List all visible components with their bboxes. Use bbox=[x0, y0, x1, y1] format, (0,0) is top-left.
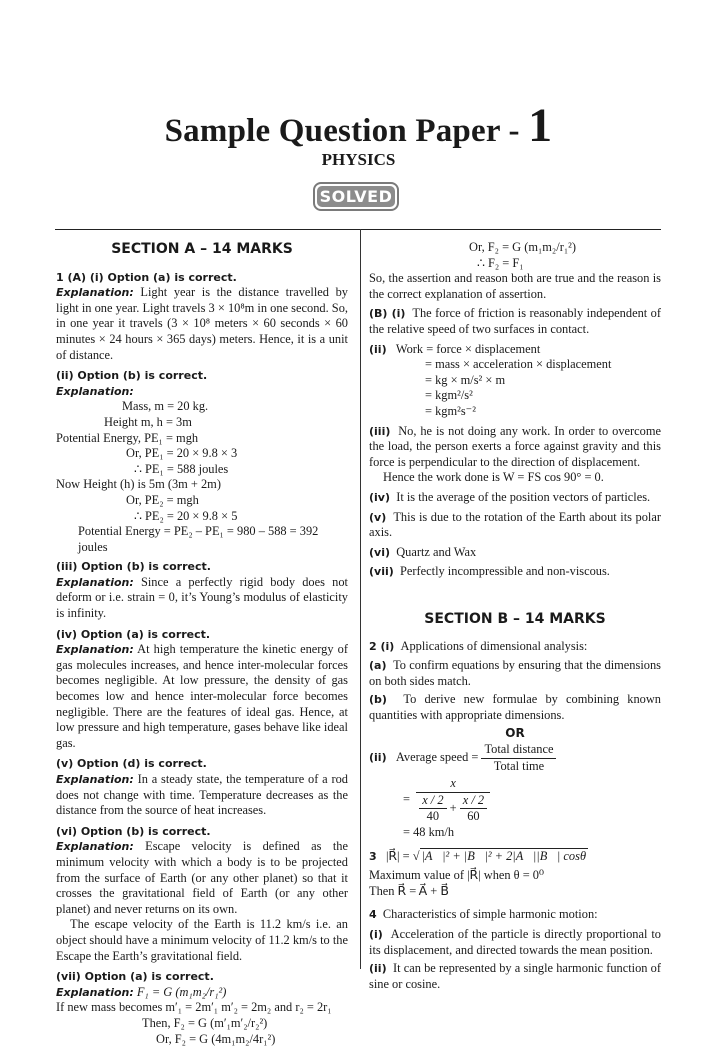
page-title bbox=[0, 98, 717, 153]
right-column bbox=[369, 240, 661, 992]
q1-B-iii bbox=[369, 424, 661, 471]
fraction-numerator: Total distance bbox=[481, 742, 556, 759]
term-1-den: 40 bbox=[419, 809, 446, 825]
q4 bbox=[369, 907, 661, 923]
q4-ii-label: (ii) bbox=[369, 962, 387, 975]
solved-badge-label: SOLVED bbox=[317, 186, 395, 207]
q2-b bbox=[369, 692, 661, 723]
q1-B-iv bbox=[369, 490, 661, 506]
working-line: Now Height (h) is 5m (3m + 2m) bbox=[56, 477, 348, 493]
q1-iii-heading: (iii) Option (b) is correct. bbox=[56, 559, 348, 575]
q4-ii-text: It can be represented by a single harmonic function of sine or cosine. bbox=[369, 961, 661, 991]
q2-a bbox=[369, 658, 661, 689]
column-divider bbox=[360, 229, 361, 969]
q1-vii-eq5: Or, F₂ = G (m₁m₂/r₁²) bbox=[369, 240, 661, 256]
q1-iii-text: Since a perfectly rigid body does not deform or i.e. strain = 0, it’s Young’s modulus of elasticity is infinity. bbox=[56, 575, 348, 620]
q4-text: Characteristics of simple harmonic motion: bbox=[383, 907, 598, 921]
left-column bbox=[56, 240, 348, 1047]
q1-vi-text: Escape velocity is defined as the minimum velocity with which a body is to be projected from the surface of Earth (or any other planet) so that it crosses the gravitational field of Earth (or any other planet) and never returns on its own. bbox=[56, 839, 348, 915]
q1-B-iv-label: (iv) bbox=[369, 491, 390, 504]
assertion-text: So, the assertion and reason both are true and the reason is the correct explanation of assertion. bbox=[369, 271, 661, 302]
term-1-num: x / 2 bbox=[419, 793, 446, 810]
header-rule bbox=[55, 229, 661, 230]
q1-vi-heading: (vi) Option (b) is correct. bbox=[56, 824, 348, 840]
working-line: Height m, h = 3m bbox=[56, 415, 348, 431]
q1-vii-eq4: Or, F₂ = G (4m₁m₂/4r₁²) bbox=[56, 1032, 348, 1047]
q1-vii-answer bbox=[56, 985, 348, 1001]
q4-label: 4 bbox=[369, 908, 377, 921]
q1-B-iii-text-2: Hence the work done is W = FS cos 90° = 0. bbox=[369, 470, 661, 486]
section-b-heading: SECTION B – 14 MARKS bbox=[369, 612, 661, 628]
q1-vii-line2: If new mass becomes m′₁ = 2m′₁ m′₂ = 2m₂ and r₂ = 2r₁ bbox=[56, 1000, 348, 1016]
q1-B-v-label: (v) bbox=[369, 511, 386, 524]
term-1 bbox=[419, 793, 446, 825]
q1-ii-heading: (ii) Option (b) is correct. bbox=[56, 368, 348, 384]
q1-vii-heading: (vii) Option (a) is correct. bbox=[56, 969, 348, 985]
explanation-label: Explanation: bbox=[56, 986, 134, 999]
q2-a-text: To confirm equations by ensuring that the dimensions on both sides match. bbox=[369, 658, 661, 688]
q1-B-i-label: (B) (i) bbox=[369, 307, 405, 320]
q1-B-vii bbox=[369, 564, 661, 580]
work-line: = kgm²s⁻² bbox=[369, 404, 661, 420]
or-separator: OR bbox=[369, 726, 661, 742]
q1-B-iii-label: (iii) bbox=[369, 425, 390, 438]
working-line: ∴ PE₁ = 588 joules bbox=[56, 462, 348, 478]
q1-B-i bbox=[369, 306, 661, 337]
q1-B-v bbox=[369, 510, 661, 541]
working-line: ∴ PE₂ = 20 × 9.8 × 5 bbox=[56, 509, 348, 525]
q1-B-iii-text: No, he is not doing any work. In order to overcome the load, the person exerts a force against gravity and this force is perpendicular to the direction of displacement. bbox=[369, 424, 661, 469]
q2-i-label: 2 (i) bbox=[369, 640, 394, 653]
speed-numerator: x bbox=[416, 776, 490, 793]
q3-lhs: |R⃗| = bbox=[386, 849, 410, 863]
q1-i-heading: 1 (A) (i) Option (a) is correct. bbox=[56, 270, 348, 286]
working-line: Potential Energy = PE₂ – PE₁ = 980 – 588 = 392 joules bbox=[56, 524, 348, 555]
q1-B-vi-label: (vi) bbox=[369, 546, 390, 559]
q1-iv-heading: (iv) Option (a) is correct. bbox=[56, 627, 348, 643]
q2-a-label: (a) bbox=[369, 659, 386, 672]
q1-i-text: Light year is the distance travelled by light in one year. Light travels 3 × 10⁸m in one second. So, in one year it travels (3 × 10⁸ meters × 60 seconds × 60 minutes × 24 hours × 365 days) meters. Hence, it is a unit of distance. bbox=[56, 285, 348, 361]
q1-v-answer bbox=[56, 772, 348, 819]
avg-speed-fraction bbox=[481, 742, 556, 774]
plus-sign: + bbox=[450, 801, 457, 815]
fraction-denominator: Total time bbox=[481, 759, 556, 775]
q1-B-ii bbox=[369, 342, 661, 420]
speed-fraction bbox=[416, 776, 490, 825]
work-line: = kgm²/s² bbox=[369, 388, 661, 404]
work-line: = mass × acceleration × displacement bbox=[369, 357, 661, 373]
working-line: Mass, m = 20 kg. bbox=[56, 399, 348, 415]
q1-B-vii-label: (vii) bbox=[369, 565, 394, 578]
speed-calc bbox=[369, 776, 661, 825]
explanation-label: Explanation: bbox=[56, 840, 134, 853]
working-line: Or, PE₂ = mgh bbox=[56, 493, 348, 509]
q1-ii-working bbox=[56, 399, 348, 555]
q1-B-vii-text: Perfectly incompressible and non-viscous. bbox=[400, 564, 610, 578]
working-line: Potential Energy, PE₁ = mgh bbox=[56, 431, 348, 447]
subject-heading: PHYSICS bbox=[0, 150, 717, 170]
q1-v-heading: (v) Option (d) is correct. bbox=[56, 756, 348, 772]
q3-rhs: |A⃗|² + |B⃗|² + 2|A⃗||B⃗| cosθ bbox=[420, 848, 589, 863]
explanation-label: Explanation: bbox=[56, 643, 134, 656]
q4-ii bbox=[369, 961, 661, 992]
q1-B-i-text: The force of friction is reasonably independent of the relative speed of two surfaces in contact. bbox=[369, 306, 661, 336]
q4-i-label: (i) bbox=[369, 928, 383, 941]
q3-then-text: Then R⃗ = A⃗ + B⃗ bbox=[369, 884, 661, 900]
q4-i-text: Acceleration of the particle is directly proportional to its displacement, and directed towards the mean position. bbox=[369, 927, 661, 957]
q1-iv-text: At high temperature the kinetic energy of gas molecules increases, and hence inter-molecular forces becomes negligible. At low pressure, the density of gas becomes low and hence inter-molecular force becomes negligible. There are the features of ideal gas. Hence, at low pressure and high temperature, gases behave like ideal gas. bbox=[56, 642, 348, 750]
q1-vii-eq3: Then, F₂ = G (m′₁m′₂/r₂²) bbox=[56, 1016, 348, 1032]
q1-vi-answer bbox=[56, 839, 348, 917]
q2-b-label: (b) bbox=[369, 693, 387, 706]
avg-speed-label: Average speed = bbox=[396, 750, 478, 764]
title-text: Sample Question Paper - bbox=[165, 113, 529, 149]
explanation-label: Explanation: bbox=[56, 286, 134, 299]
q2-i-text: Applications of dimensional analysis: bbox=[401, 639, 588, 653]
speed-denominator bbox=[416, 793, 490, 825]
explanation-label: Explanation: bbox=[56, 576, 134, 589]
term-2-num: x / 2 bbox=[460, 793, 487, 810]
q1-v-text: In a steady state, the temperature of a rod does not change with time. Temperature decreases as the distance from the source of heat increases. bbox=[56, 772, 348, 817]
explanation-label: Explanation: bbox=[56, 384, 348, 400]
speed-result: = 48 km/h bbox=[369, 825, 661, 841]
q1-B-vi-text: Quartz and Wax bbox=[396, 545, 476, 559]
q1-B-iv-text: It is the average of the position vectors of particles. bbox=[396, 490, 650, 504]
solved-badge bbox=[313, 182, 399, 211]
q3-max-text: Maximum value of |R⃗| when θ = 0⁰ bbox=[369, 868, 661, 884]
term-2 bbox=[460, 793, 487, 825]
explanation-label: Explanation: bbox=[56, 773, 134, 786]
work-line: Work = force × displacement bbox=[396, 342, 540, 356]
work-line: = kg × m/s² × m bbox=[369, 373, 661, 389]
q2-ii bbox=[369, 742, 661, 841]
q1-iv-answer bbox=[56, 642, 348, 751]
q3-label: 3 bbox=[369, 850, 377, 863]
q3-equation: 3 |R⃗| = √ |A⃗|² + |B⃗|² + 2|A⃗||B⃗| cosθ bbox=[369, 849, 661, 865]
q2-ii-label: (ii) bbox=[369, 751, 387, 764]
q1-B-v-text: This is due to the rotation of the Earth about its polar axis. bbox=[369, 510, 661, 540]
q1-vii-eq1: F₁ = G (m₁m₂/r₁²) bbox=[137, 985, 227, 999]
q1-B-ii-label: (ii) bbox=[369, 343, 387, 356]
q1-vi-text-2: The escape velocity of the Earth is 11.2 km/s i.e. an object should have a minimum velocity of 11.2 km/s to the Escape the Earth’s gravitational field. bbox=[56, 917, 348, 964]
title-number: 1 bbox=[528, 99, 552, 152]
q1-vii-eq6: ∴ F₂ = F₁ bbox=[369, 256, 661, 272]
section-a-heading: SECTION A – 14 MARKS bbox=[56, 242, 348, 258]
working-line: Or, PE₁ = 20 × 9.8 × 3 bbox=[56, 446, 348, 462]
q1-iii-answer bbox=[56, 575, 348, 622]
q2-b-text: To derive new formulae by combining known quantities with appropriate dimensions. bbox=[369, 692, 661, 722]
equals-sign: = bbox=[403, 792, 410, 806]
q2-i bbox=[369, 639, 661, 655]
term-2-den: 60 bbox=[460, 809, 487, 825]
q1-i-answer bbox=[56, 285, 348, 363]
q4-i bbox=[369, 927, 661, 958]
q1-B-vi bbox=[369, 545, 661, 561]
